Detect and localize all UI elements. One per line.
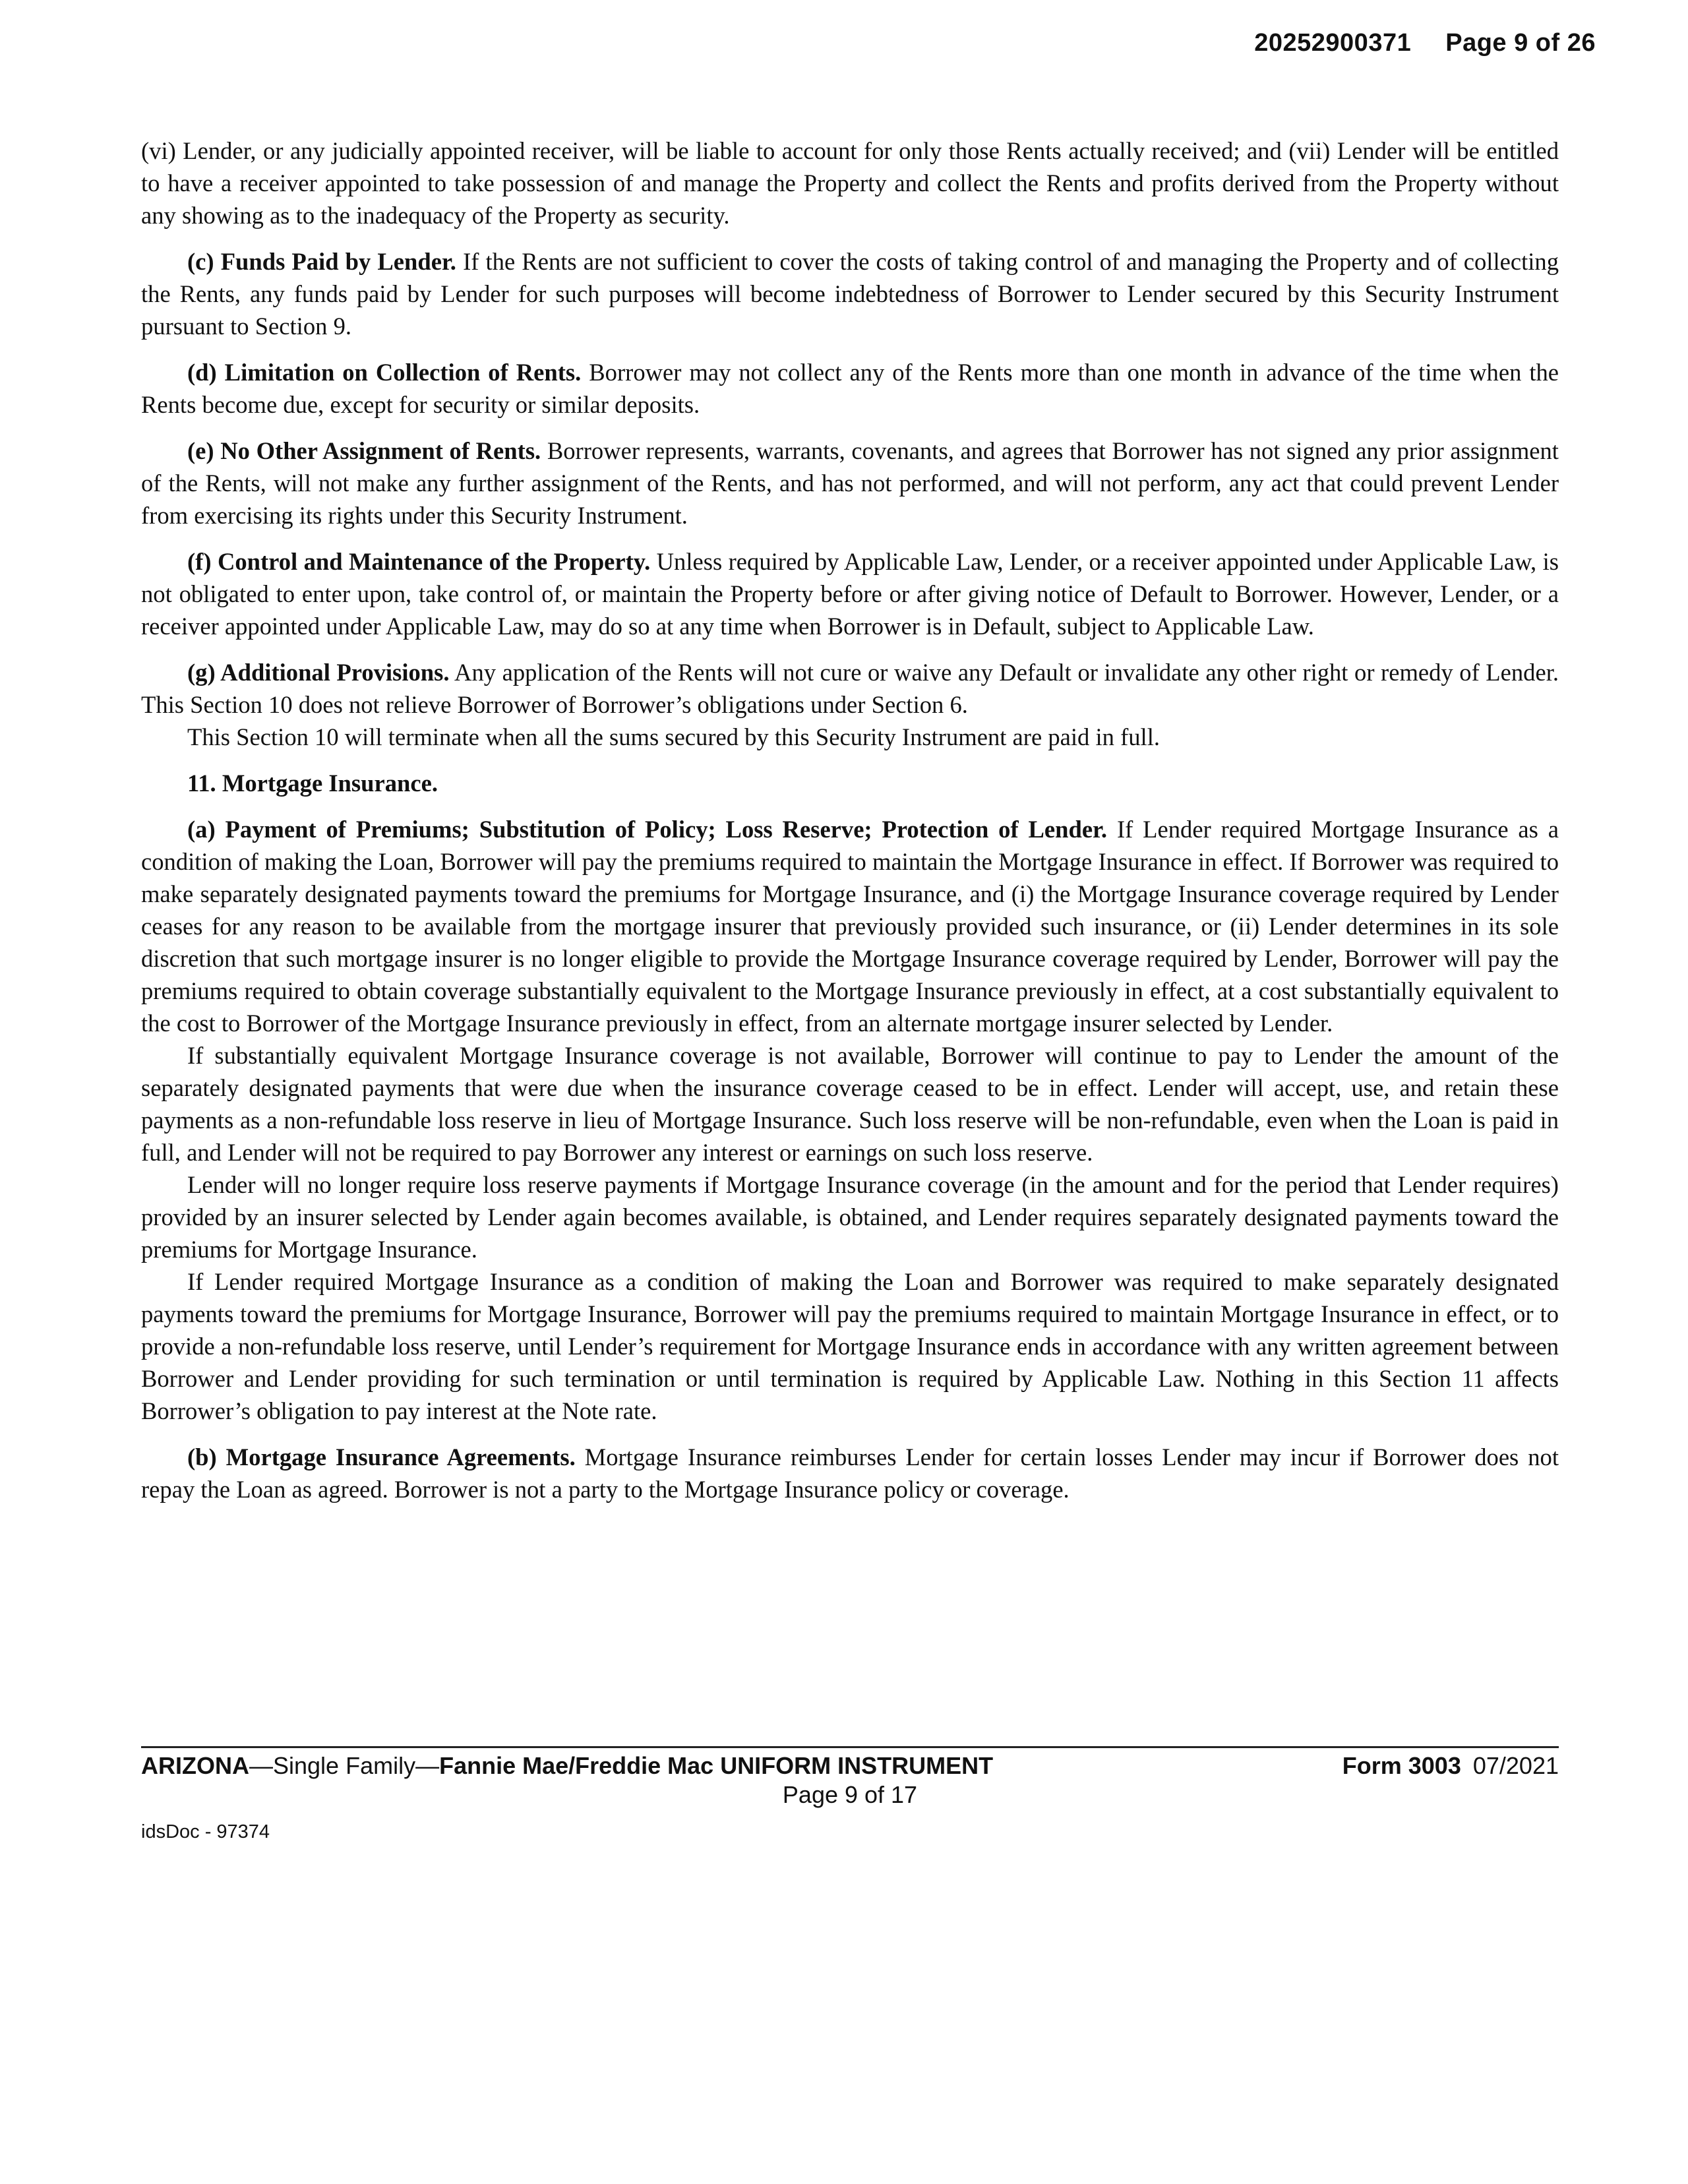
section-11-heading: 11. Mortgage Insurance. [187,770,438,797]
paragraph-additional-provisions [141,656,1559,721]
subsection-heading: (a) Payment of Premiums; Substitution of Policy; Loss Reserve; Protection of Lender. [187,816,1108,843]
paragraph-mi-requirement-ends: If Lender required Mortgage Insurance as a condition of making the Loan and Borrower was required to make separately designated payments toward the premiums for Mortgage Insurance, Borrower will pay the premiums required to maintain Mortgage Insurance in effect, or to provide a non-refundable loss reserve, until Lender’s requirement for Mortgage Insurance ends in accordance with any written agreement between Borrower and Lender providing for such termination or until termination is required by Applicable Law. Nothing in this Section 11 affects Borrower’s obligation to pay interest at the Note rate. [141,1268,1559,1424]
paragraph-loss-reserve-ends: Lender will no longer require loss reserve payments if Mortgage Insurance coverage (in the amount and for the period that Lender requires) provided by an insurer selected by Lender again becomes available, is obtained, and Lender requires separately designated payments toward the premiums for Mortgage Insurance. [141,1171,1559,1263]
subsection-text: If the Rents are not sufficient to cover the costs of taking control of and managing the Property and of collecting the Rents, any funds paid by Lender for such purposes will become indebtedness of Borrower to Lender secured by this Security Instrument pursuant to Section 9. [141,248,1559,340]
recording-number: 20252900371 [1254,29,1412,57]
paragraph-payment-of-premiums [141,813,1559,1039]
subsection-text: Borrower may not collect any of the Rents more than one month in advance of the time when the Rents become due, except for security or similar deposits. [141,359,1559,418]
subsection-text: Unless required by Applicable Law, Lender, or a receiver appointed under Applicable Law, is not obligated to enter upon, take control of, or maintain the Property before or after giving notice of Default to Borrower. However, Lender, or a receiver appointed under Applicable Law, may do so at any time when Borrower is in Default, subject to Applicable Law. [141,548,1559,640]
footer-doc-id: idsDoc - 97374 [141,1821,270,1842]
subsection-text: Mortgage Insurance reimburses Lender for certain losses Lender may incur if Borrower does not repay the Loan as agreed. Borrower is not a party to the Mortgage Insurance policy or coverage. [141,1443,1559,1503]
paragraph-receiver-rights: (vi) Lender, or any judicially appointed receiver, will be liable to account for only those Rents actually received; and (vii) Lender will be entitled to have a receiver appointed to take possession of and manage the Property and collect the Rents and profits derived from the Property without any showing as to the inadequacy of the Property as security. [141,137,1559,229]
subsection-heading: (c) Funds Paid by Lender. [187,248,456,275]
paragraph-funds-paid-by-lender [141,245,1559,342]
footer-form-number: Form 3003 [1342,1752,1461,1779]
paragraph-section-10-termination: This Section 10 will terminate when all the sums secured by this Security Instrument are paid in full. [187,723,1160,750]
footer-page-number: Page 9 of 17 [782,1781,918,1808]
subsection-heading: (d) Limitation on Collection of Rents. [187,359,582,386]
subsection-heading: (b) Mortgage Insurance Agreements. [187,1443,576,1471]
paragraph-control-and-maintenance [141,545,1559,642]
subsection-heading: (f) Control and Maintenance of the Property. [187,548,651,575]
footer-divider [141,1746,1559,1748]
subsection-heading: (e) No Other Assignment of Rents. [187,437,541,464]
footer-family-type: —Single Family— [249,1752,440,1779]
subsection-text: Borrower represents, warrants, covenants, and agrees that Borrower has not signed any prior assignment of the Rents, will not make any further assignment of the Rents, and has not performed, and will not perform, any act that could prevent Lender from exercising its rights under this Security Instrument. [141,437,1559,529]
footer-form-title [141,1751,993,1780]
paragraph-limitation-on-collection [141,356,1559,421]
subsection-text: Any application of the Rents will not cure or waive any Default or invalidate any other right or remedy of Lender. This Section 10 does not relieve Borrower of Borrower’s obligations under Section 6. [141,659,1559,718]
recording-page-label: Page 9 of 26 [1445,29,1596,57]
recording-header [1254,29,1596,57]
paragraph-no-other-assignment [141,435,1559,531]
footer-form-date: 07/2021 [1472,1752,1559,1779]
subsection-heading: (g) Additional Provisions. [187,659,450,686]
footer-state: ARIZONA [141,1752,249,1779]
document-body [141,135,1559,1505]
paragraph-mortgage-insurance-agreements [141,1441,1559,1505]
footer-instrument: Fannie Mae/Freddie Mac UNIFORM INSTRUMENT [439,1752,994,1779]
footer-form-id [1342,1751,1559,1780]
paragraph-loss-reserve: If substantially equivalent Mortgage Insurance coverage is not available, Borrower will continue to pay to Lender the amount of the separately designated payments that were due when the insurance coverage ceased to be in effect. Lender will accept, use, and retain these payments as a non-refundable loss reserve in lieu of Mortgage Insurance. Such loss reserve will be non-refundable, even when the Loan is paid in full, and Lender will not be required to pay Borrower any interest or earnings on such loss reserve. [141,1042,1559,1166]
subsection-text: If Lender required Mortgage Insurance as a condition of making the Loan, Borrower will pay the premiums required to maintain the Mortgage Insurance in effect. If Borrower was required to make separately designated payments toward the premiums for Mortgage Insurance, and (i) the Mortgage Insurance coverage required by Lender ceases for any reason to be available from the mortgage insurer that previously provided such insurance, or (ii) Lender determines in its sole discretion that such mortgage insurer is no longer eligible to provide the Mortgage Insurance coverage required by Lender, Borrower will pay the premiums required to obtain coverage substantially equivalent to the Mortgage Insurance previously in effect, at a cost substantially equivalent to the cost to Borrower of the Mortgage Insurance previously in effect, from an alternate mortgage insurer selected by Lender. [141,816,1559,1037]
